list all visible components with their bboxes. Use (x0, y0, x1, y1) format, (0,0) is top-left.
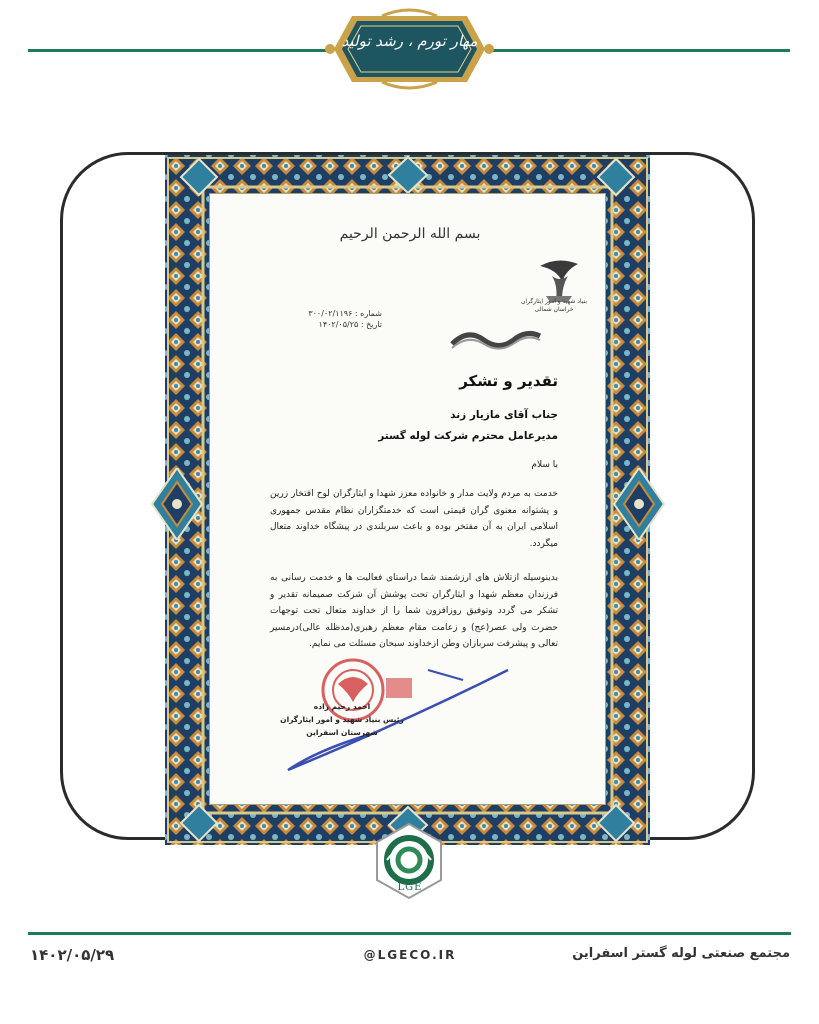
signer-block (262, 700, 422, 739)
footer-rule (28, 932, 791, 935)
footer-website-link[interactable]: @LGECO.IR (363, 948, 457, 962)
recipient-block (330, 405, 558, 447)
org-name: بنیاد شهید و امور ایثارگران خراسان شمالی (520, 298, 588, 313)
lge-logo-text: LGE (397, 882, 423, 893)
signer-name: احمد رحیم زاده (313, 702, 371, 711)
signer-title: رئیس بنیاد شهید و امور ایثارگران شهرستان اسفراین (280, 715, 404, 737)
footer-date: ۱۴۰۲/۰۵/۲۹ (30, 946, 115, 964)
header-rule-right (490, 49, 790, 52)
header-rule-left (28, 49, 328, 52)
ribbon-icon (448, 326, 544, 354)
body-paragraph-1: خدمت به مردم ولایت مدار و خانواده معزز شهدا و ایثارگران لوح افتخار زرین و پشتوانه معنوی گران قیمتی است که خدمتگزاران نظام مقدس جمهوری اسلامی ایران به آن مفتخر بوده و باعث سربلندی در پیشگاه خداوند متعال میگردد. (270, 489, 558, 549)
reference-date: تاریخ : ۱۴۰۲/۰۵/۲۵ (318, 320, 382, 329)
side-medallion-left-icon (150, 468, 204, 540)
reference-number: شماره : ۳۰۰/۰۲/۱۱۹۶ (308, 309, 382, 318)
body-paragraph-2: بدینوسیله ازتلاش های ارزشمند شما دراستای فعالیت ها و خدمت رسانی به فرزندان معظم شهدا و ایثارگران تحت پوشش آن شرکت صمیمانه تقدیر و تشکر می گردد وتوفیق روزافزون شما را از خداوند متعال تحت توجهات حضرت ولی عصر(عج) و زعامت مقام معظم رهبری(مدظله عالی)درمسیر تعالی و پیشرفت سربازان وطن ازخداوند سبحان مسئلت می نمایم. (270, 573, 558, 649)
recipient-position: مدیرعامل محترم شرکت لوله گستر (378, 430, 558, 442)
greeting: با سلام (531, 460, 558, 470)
basmala: بسم الله الرحمن الرحیم (339, 226, 481, 242)
slogan-text: مهار تورم ، رشد تولید (341, 32, 478, 50)
certificate-title: تقدیر و تشکر (459, 372, 558, 390)
recipient-name: جناب آقای مازیار زند (450, 409, 558, 421)
footer-company-name: مجتمع صنعتی لوله گستر اسفراین (572, 946, 790, 961)
reference-block (272, 308, 382, 330)
side-medallion-right-icon (612, 468, 666, 540)
